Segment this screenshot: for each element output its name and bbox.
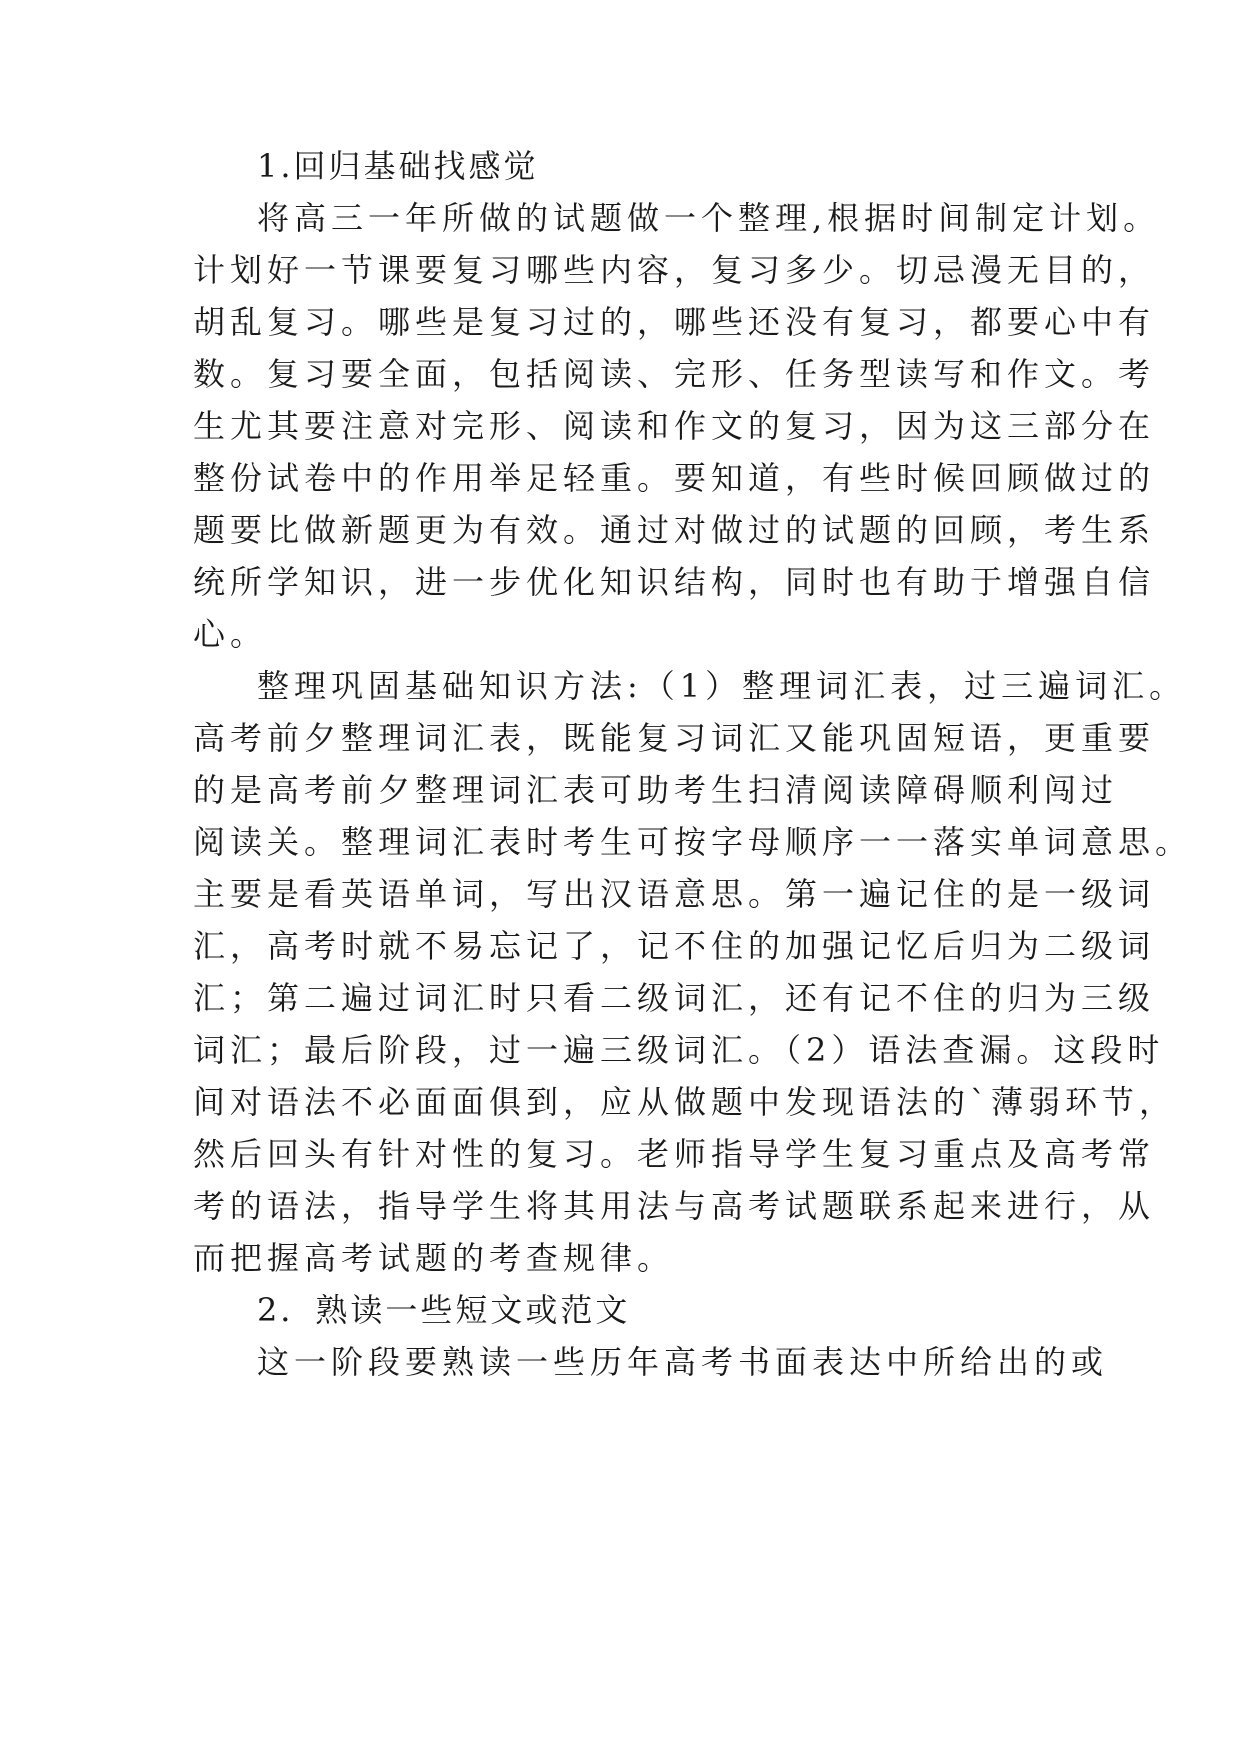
paragraph-line: 主要是看英语单词，写出汉语意思。第一遍记住的是一级词 xyxy=(193,875,1156,913)
paragraph-line: 汇；第二遍过词汇时只看二级词汇，还有记不住的归为三级 xyxy=(193,979,1156,1017)
paragraph-line: 生尤其要注意对完形、阅读和作文的复习，因为这三部分在 xyxy=(193,407,1156,445)
paragraph-line: 然后回头有针对性的复习。老师指导学生复习重点及高考常 xyxy=(193,1135,1156,1173)
paragraph-line: 这一阶段要熟读一些历年高考书面表达中所给出的或 xyxy=(257,1343,1109,1381)
paragraph-line: 间对语法不必面面俱到，应从做题中发现语法的`薄弱环节， xyxy=(193,1083,1177,1121)
section-heading-1: 1.回归基础找感觉 xyxy=(257,147,539,185)
paragraph-line: 数。复习要全面，包括阅读、完形、任务型读写和作文。考 xyxy=(193,355,1156,393)
paragraph-line: 心。 xyxy=(193,615,268,653)
paragraph-line: 阅读关。整理词汇表时考生可按字母顺序一一落实单词意思。 xyxy=(193,823,1193,861)
paragraph-line: 将高三一年所做的试题做一个整理,根据时间制定计划。 xyxy=(257,199,1161,237)
paragraph-line: 词汇；最后阶段，过一遍三级词汇。（2）语法查漏。这段时 xyxy=(193,1031,1165,1069)
paragraph-line: 计划好一节课要复习哪些内容，复习多少。切忌漫无目的， xyxy=(193,251,1156,289)
paragraph-line: 高考前夕整理词汇表，既能复习词汇又能巩固短语，更重要 xyxy=(193,719,1156,757)
paragraph-line: 汇，高考时就不易忘记了，记不住的加强记忆后归为二级词 xyxy=(193,927,1156,965)
paragraph-line: 考的语法，指导学生将其用法与高考试题联系起来进行，从 xyxy=(193,1187,1156,1225)
paragraph-line: 而把握高考试题的考查规律。 xyxy=(193,1239,675,1277)
paragraph-line: 胡乱复习。哪些是复习过的，哪些还没有复习，都要心中有 xyxy=(193,303,1156,341)
paragraph-line: 统所学知识，进一步优化知识结构，同时也有助于增强自信 xyxy=(193,563,1156,601)
paragraph-line: 整份试卷中的作用举足轻重。要知道，有些时候回顾做过的 xyxy=(193,459,1156,497)
paragraph-line: 整理巩固基础知识方法:（1）整理词汇表，过三遍词汇。 xyxy=(257,667,1187,705)
paragraph-line: 题要比做新题更为有效。通过对做过的试题的回顾，考生系 xyxy=(193,511,1156,549)
paragraph-line: 的是高考前夕整理词汇表可助考生扫清阅读障碍顺利闯过 xyxy=(193,771,1119,809)
section-heading-2: 2．熟读一些短文或范文 xyxy=(257,1291,631,1329)
